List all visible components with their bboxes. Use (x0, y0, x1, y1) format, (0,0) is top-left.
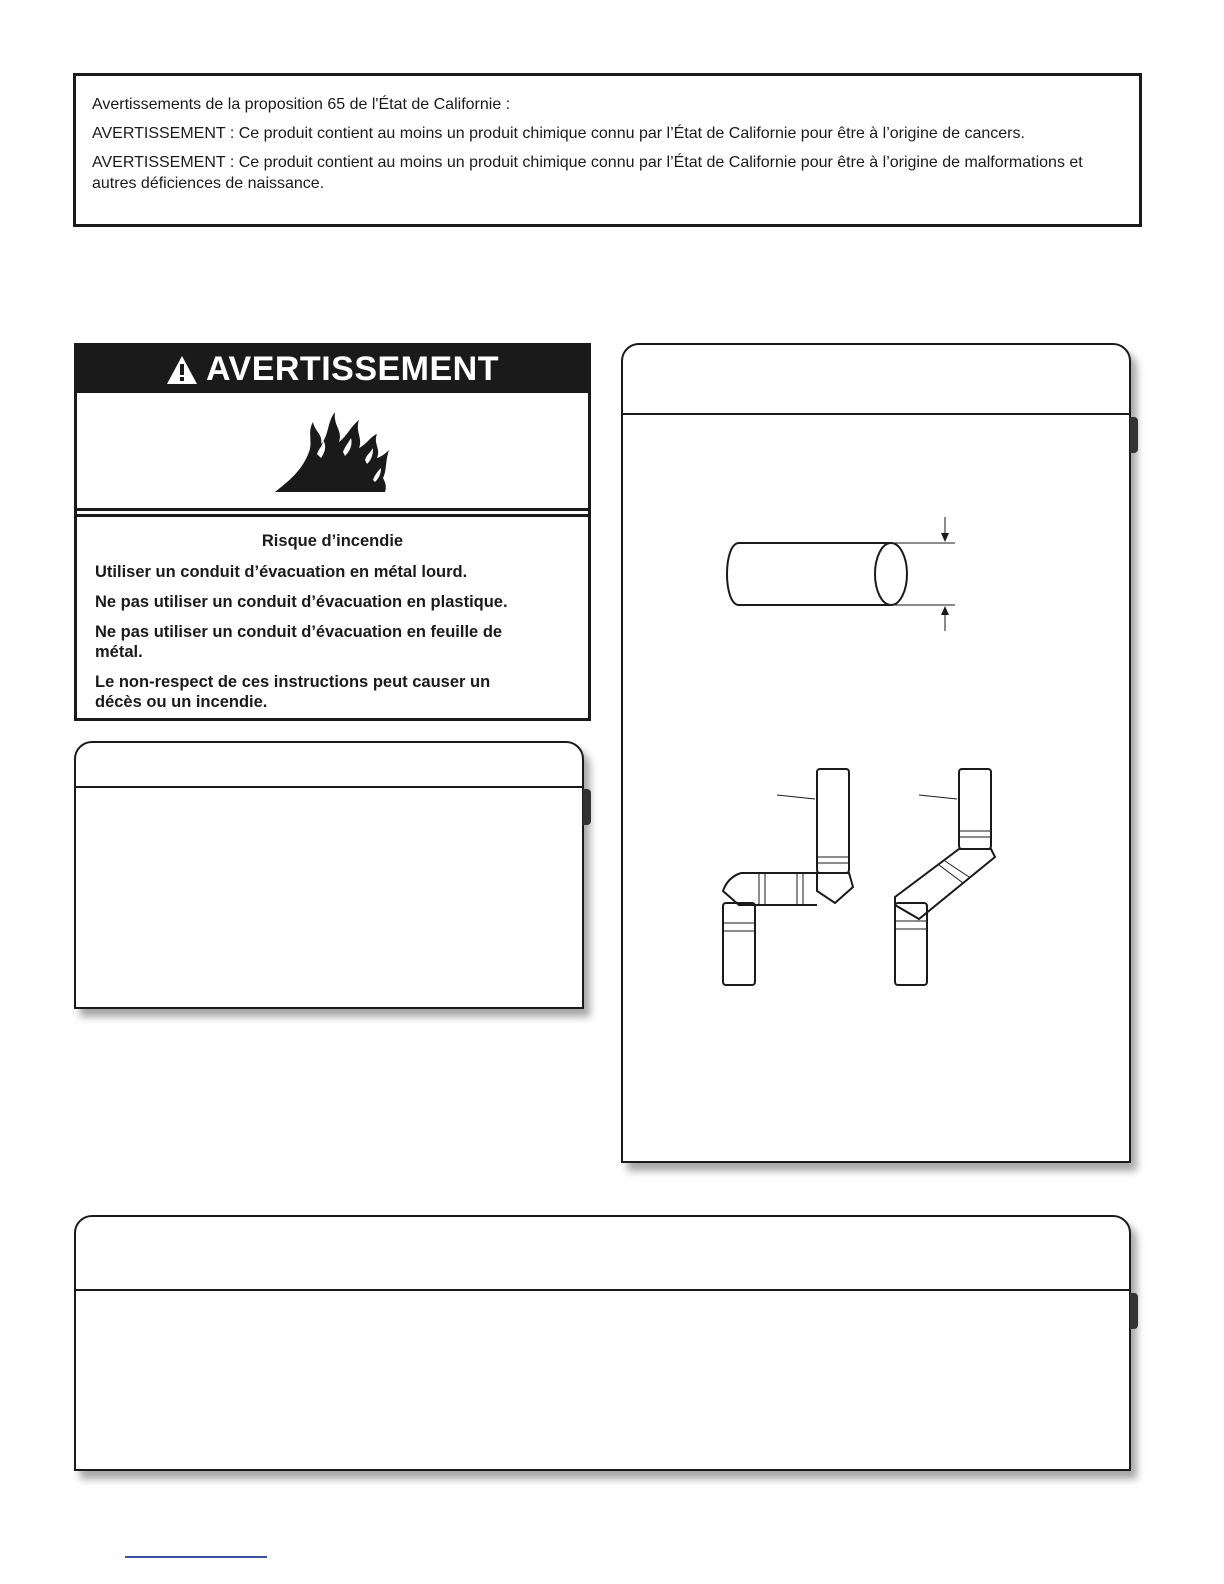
duct-elbow-icon (719, 765, 1019, 987)
duct-cylinder-icon (721, 513, 961, 635)
warning-icon-band (77, 393, 588, 511)
panel-bottom-divider (76, 1289, 1129, 1291)
warning-line-1: Utiliser un conduit d’évacuation en métal lourd. (95, 563, 468, 581)
panel-right (621, 343, 1131, 1163)
panel-left-divider (76, 786, 582, 788)
prop65-warning-birth: AVERTISSEMENT : Ce produit contient au moins un produit chimique connu par l’État de Californie pour être à l’origine de malformations et autres déficiences de naissance. (92, 154, 1083, 192)
warning-body (77, 514, 588, 712)
panel-bottom (74, 1215, 1131, 1471)
panel-right-divider (623, 413, 1129, 415)
warning-line-4: Le non-respect de ces instructions peut causer un décès ou un incendie. (95, 673, 491, 711)
warning-line-3: Ne pas utiliser un conduit d’évacuation en feuille de métal. (95, 623, 503, 661)
warning-header (77, 346, 588, 393)
prop65-warning-cancer: AVERTISSEMENT : Ce produit contient au moins un produit chimique connu par l’État de Californie pour être à l’origine de cancers. (92, 125, 1025, 142)
footer-link-underline[interactable] (125, 1556, 267, 1558)
prop65-box (73, 73, 1142, 227)
panel-right-tab-shade (1130, 417, 1138, 453)
warning-line-2: Ne pas utiliser un conduit d’évacuation en plastique. (95, 593, 508, 611)
warning-header-text: AVERTISSEMENT (205, 350, 499, 388)
prop65-title: Avertissements de la proposition 65 de l'État de Californie : (92, 96, 511, 113)
panel-left-tab-shade (583, 789, 591, 825)
alert-triangle-icon (166, 355, 198, 385)
warning-box (74, 343, 591, 721)
panel-left (74, 741, 584, 1009)
fire-icon (273, 408, 393, 494)
panel-bottom-tab-shade (1130, 1293, 1138, 1329)
hazard-title: Risque d’incendie (261, 532, 404, 550)
